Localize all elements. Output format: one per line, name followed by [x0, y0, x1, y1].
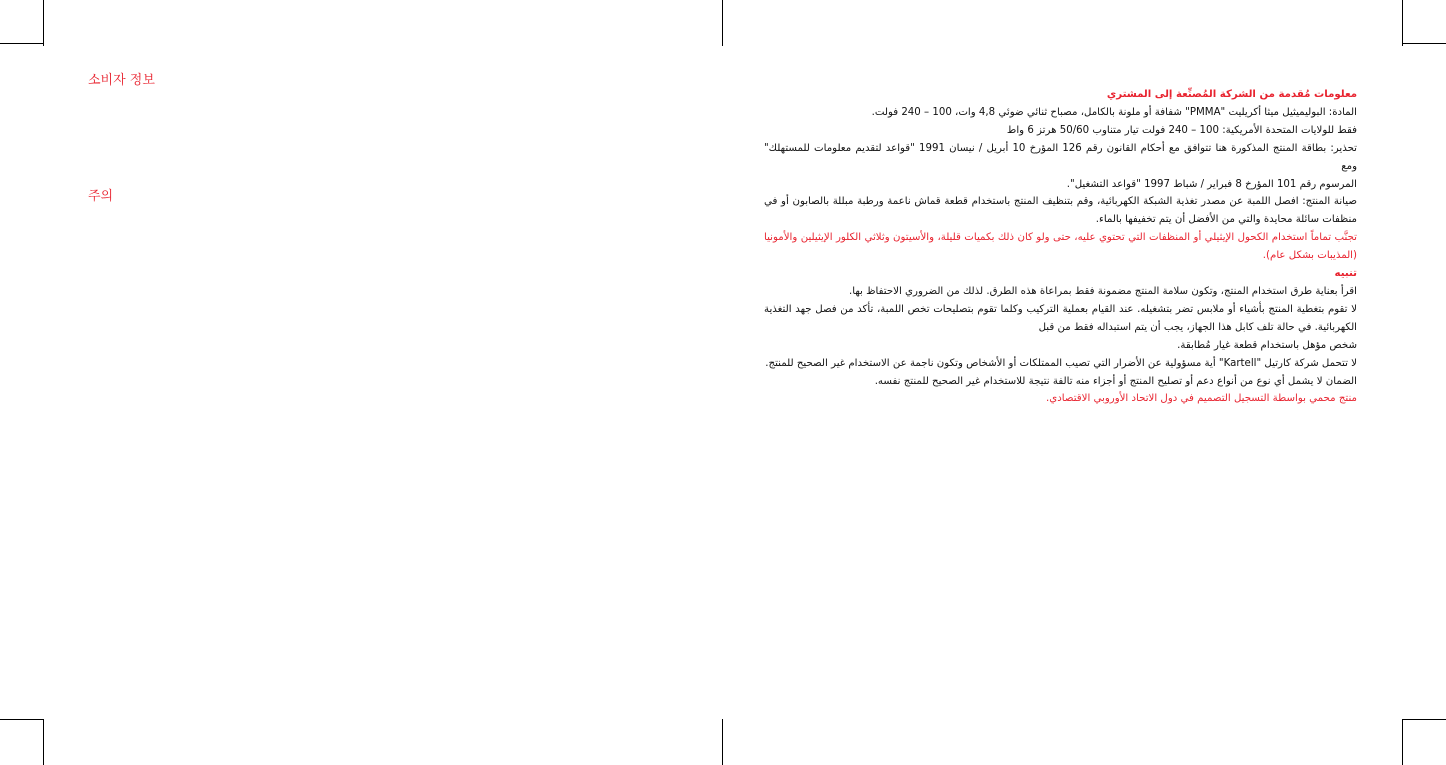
crop-mark — [1402, 719, 1403, 765]
left-page-caution-heading: 주의 — [88, 189, 114, 204]
text-line: صيانة المنتج: افصل اللمبة عن مصدر تغذية الشبكة الكهربائية، وقم بتنظيف المنتج باستخدام قطعة قماش ناعمة ورطبة مبللة بالصابون أو في — [764, 196, 1357, 208]
left-page-title: 소비자 정보 — [88, 73, 155, 88]
text-line: شخص مؤهل باستخدام قطعة غيار مُطابقة. — [1177, 339, 1357, 351]
text-line: الضمان لا يشمل أي نوع من أنواع دعم أو تصليح المنتج أو أجزاء منه تالفة نتيجة للاستخدام غير الصحيح للمنتج نفسه. — [874, 375, 1357, 387]
text-line: لا تقوم بتغطية المنتج بأشياء أو ملابس تضر بتشغيله. عند القيام بعملية التركيب وكلما تقوم بتصليحات تخص اللمبة، تأكد من فصل جهد التغذية — [764, 303, 1357, 315]
crop-mark — [1403, 43, 1446, 44]
text-line: تجنَّب تماماً استخدام الكحول الإيثيلي أو المنظفات التي تحتوي عليه، حتى ولو كان ذلك بكميات قليلة، والأسيتون وثلاثي الكلور الإيثيلين والأمونيا — [764, 232, 1357, 244]
section-heading: تنبيه — [1334, 268, 1357, 280]
text-line: فقط للولايات المتحدة الأمريكية: 100 – 240 فولت تيار متناوب 50/60 هرتز 6 واط — [1006, 124, 1357, 136]
crop-mark — [43, 0, 44, 46]
crop-mark — [722, 0, 723, 46]
text-line: المرسوم رقم 101 المؤرخ 8 فبراير / شباط 1997 "قواعد التشغيل". — [1066, 178, 1357, 190]
crop-mark — [722, 719, 723, 765]
text-line: تحذير: بطاقة المنتج المذكورة هنا تتوافق مع أحكام القانون رقم 126 المؤرخ 10 أبريل / نيسان 1991 "قواعد لتقديم معلومات للمستهلك" ومع — [764, 142, 1357, 172]
crop-mark — [0, 43, 43, 44]
right-page-text-block — [764, 86, 1357, 408]
crop-mark — [0, 719, 43, 720]
section-heading: معلومات مُقدمة من الشركة المُصنِّعة إلى المشتري — [1106, 89, 1357, 100]
text-line: الكهربائية. في حالة تلف كابل هذا الجهاز، يجب أن يتم استبداله فقط من قبل — [1038, 321, 1357, 333]
crop-mark — [1402, 0, 1403, 46]
text-line: (المذيبات بشكل عام). — [1262, 250, 1357, 262]
crop-mark — [43, 719, 44, 765]
text-line: منظفات سائلة محايدة والتي من الأفضل أن يتم تخفيفها بالماء. — [1095, 214, 1357, 226]
text-line: منتج محمي بواسطة التسجيل التصميم في دول الاتحاد الأوروبي الاقتصادي. — [1046, 393, 1357, 405]
text-line: المادة: البوليميثيل ميثا أكريليت "PMMA" شفافة أو ملونة بالكامل، مصباح ثنائي ضوئي 4,8 وات، 100 – 240 فولت. — [871, 106, 1357, 118]
text-line: اقرأ بعناية طرق استخدام المنتج، وتكون سلامة المنتج مضمونة فقط بمراعاة هذه الطرق. لذلك من الضروري الاحتفاظ بها. — [849, 285, 1357, 297]
crop-mark — [1403, 719, 1446, 720]
text-line: لا تتحمل شركة كارتيل "Kartell" أية مسؤولية عن الأضرار التي تصيب الممتلكات أو الأشخاص وتكون ناجمة عن الاستخدام غير الصحيح للمنتج. — [765, 357, 1357, 369]
